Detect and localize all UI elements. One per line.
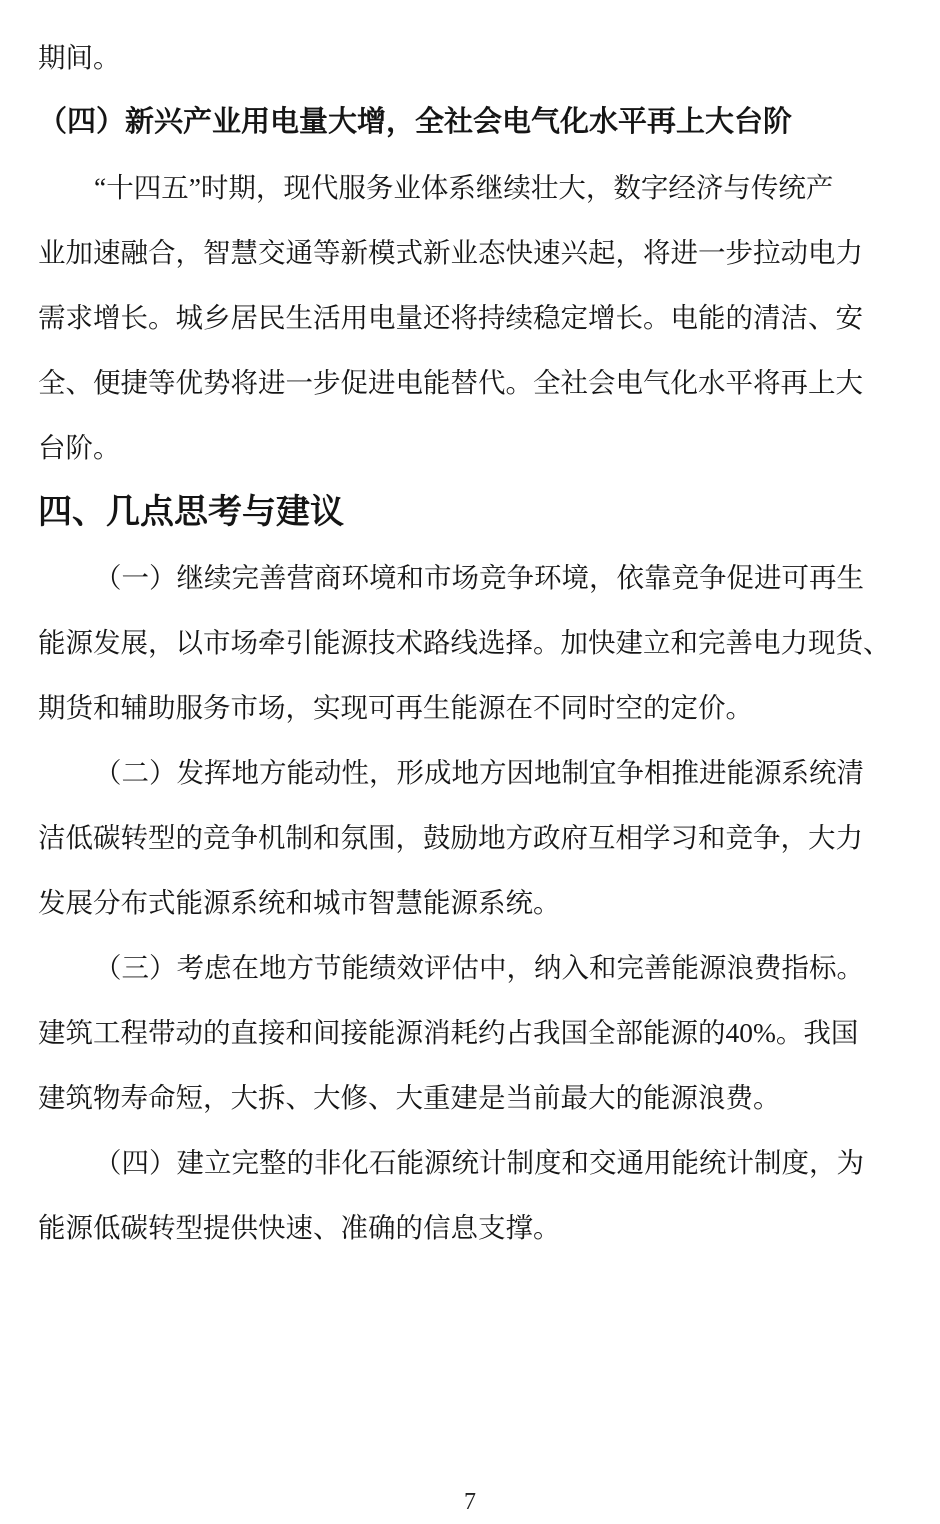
paragraph-line: 发展分布式能源系统和城市智慧能源系统。 (38, 887, 561, 918)
paragraph-line: （二）发挥地方能动性，形成地方因地制宜争相推进能源系统清 (94, 757, 864, 788)
paragraph-line: 能源低碳转型提供快速、准确的信息支撑。 (38, 1212, 561, 1243)
paragraph-line: 建筑物寿命短，大拆、大修、大重建是当前最大的能源浪费。 (38, 1082, 781, 1113)
page-number: 7 (464, 1489, 476, 1515)
paragraph-line: 业加速融合，智慧交通等新模式新业态快速兴起，将进一步拉动电力 (38, 237, 863, 268)
paragraph-line: 全、便捷等优势将进一步促进电能替代。全社会电气化水平将再上大 (38, 367, 863, 398)
paragraph-line: 需求增长。城乡居民生活用电量还将持续稳定增长。电能的清洁、安 (38, 302, 863, 333)
paragraph-line: 建筑工程带动的直接和间接能源消耗约占我国全部能源的40%。我国 (38, 1017, 859, 1048)
paragraph-line: （三）考虑在地方节能绩效评估中，纳入和完善能源浪费指标。 (94, 952, 864, 983)
section-heading: （四）新兴产业用电量大增，全社会电气化水平再上大台阶 (38, 106, 793, 138)
document-body (38, 25, 902, 1260)
paragraph-line: 能源发展，以市场牵引能源技术路线选择。加快建立和完善电力现货、 (38, 627, 891, 658)
paragraph-line: 期间。 (38, 42, 121, 73)
chapter-heading: 四、几点思考与建议 (38, 494, 344, 531)
paragraph-line: （一）继续完善营商环境和市场竞争环境，依靠竞争促进可再生 (94, 562, 864, 593)
paragraph-line: （四）建立完整的非化石能源统计制度和交通用能统计制度，为 (94, 1147, 864, 1178)
paragraph-line: 台阶。 (38, 432, 121, 463)
paragraph-line: “十四五”时期，现代服务业体系继续壮大，数字经济与传统产 (94, 172, 834, 203)
paragraph-line: 期货和辅助服务市场，实现可再生能源在不同时空的定价。 (38, 692, 753, 723)
paragraph-line: 洁低碳转型的竞争机制和氛围，鼓励地方政府互相学习和竞争，大力 (38, 822, 863, 853)
